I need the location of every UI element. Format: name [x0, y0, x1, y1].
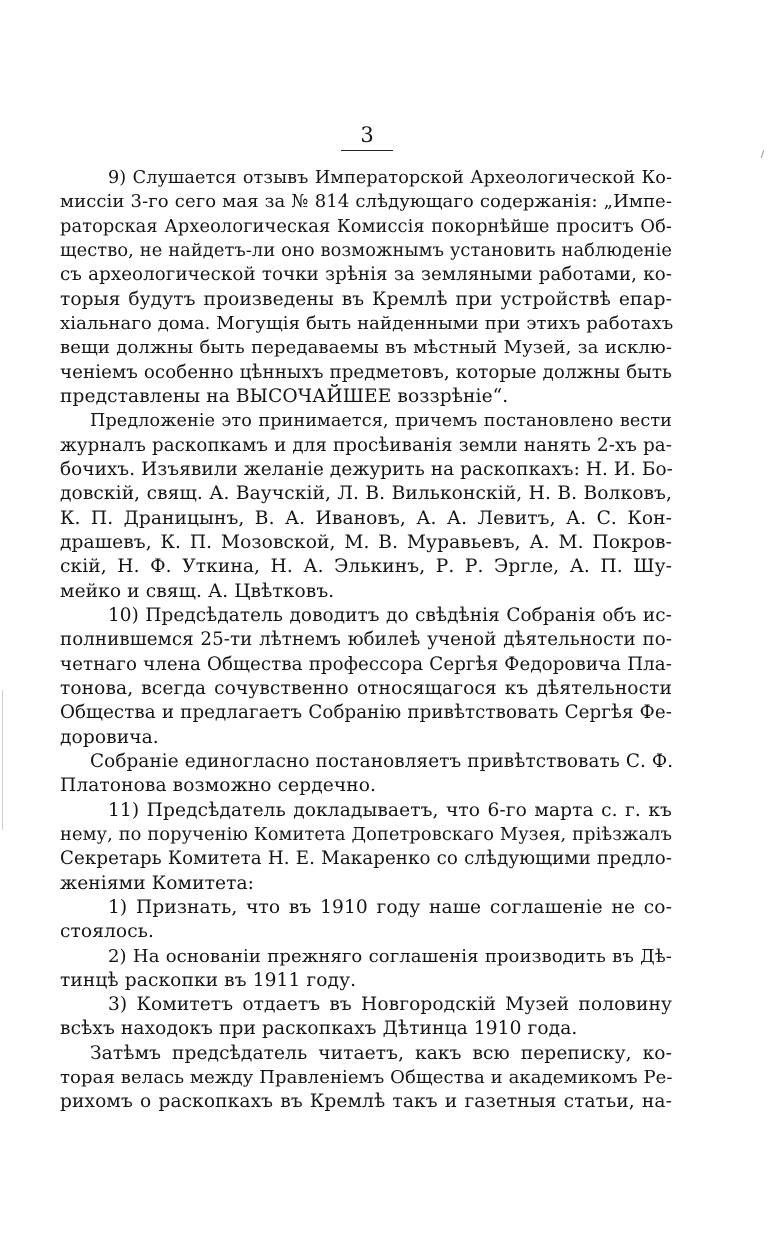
text-line: представлены на ВЫСОЧАЙШЕЕ воззрѣніе“. — [60, 385, 509, 407]
text-line: Собраніе единогласно постановляетъ привѣтствовать С. Ф. — [90, 750, 674, 772]
text-line: тинцѣ раскопки въ 1911 году. — [60, 969, 357, 991]
text-line: 1) Признать, что въ 1910 году наше соглашеніе не со- — [108, 896, 672, 918]
margin-mark — [761, 150, 764, 158]
text-line: Секретарь Комитета Н. Е. Макаренко со слѣдующими предло- — [60, 848, 672, 870]
document-body — [60, 166, 672, 1115]
text-line: бочихъ. Изъявили желаніе дежурить на раскопкахъ: Н. И. Бо- — [60, 458, 673, 480]
text-line: хіальнаго дома. Могущія быть найденными при этихъ работахъ — [60, 312, 674, 334]
text-line: стоялось. — [60, 921, 154, 943]
text-line: ченіемъ особенно цѣнныхъ предметовъ, которые должны быть — [60, 361, 672, 383]
text-line: 9) Слушается отзывъ Императорской Археологической Ко- — [108, 168, 672, 188]
text-line: тонова, всегда сочувственно относящагося къ дѣятельности — [60, 677, 672, 699]
text-line: всѣхъ находокъ при раскопкахъ Дѣтинца 1910 года. — [60, 1018, 578, 1040]
text-line: нему, по порученію Комитета Допетровскаго Музея, пріѣзжалъ — [60, 823, 672, 845]
text-line: торая велась между Правленіемъ Общества и академикомъ Ре- — [60, 1067, 673, 1089]
text-line: рихомъ о раскопкахъ въ Кремлѣ такъ и газетныя статьи, на- — [60, 1091, 672, 1113]
scan-edge-shadow — [2, 690, 3, 830]
text-line: 10) Предсѣдатель доводитъ до свѣдѣнія Собранія объ ис- — [108, 604, 672, 626]
text-line: Платонова возможно сердечно. — [60, 775, 377, 797]
text-line: драшевъ, К. П. Мозовской, М. В. Муравьевъ, А. М. Покров- — [60, 531, 672, 553]
text-line: К. П. Драницынъ, В. А. Ивановъ, А. А. Левитъ, А. С. Кон- — [60, 507, 672, 529]
text-line: женіями Комитета: — [60, 872, 255, 894]
text-line: 11) Предсѣдатель докладываетъ, что 6-го марта с. г. къ — [108, 799, 672, 821]
text-line: четнаго члена Общества профессора Сергѣя Федоровича Пла- — [60, 653, 672, 675]
text-line: журналъ раскопкамъ и для просѣиванія земли нанять 2-хъ ра- — [60, 434, 672, 456]
text-line: щество, не найдетъ-ли оно возможнымъ установить наблюденіе — [60, 239, 672, 261]
text-line: доровича. — [60, 726, 159, 748]
text-line: раторская Археологическая Комиссія покорнѣйше проситъ Об- — [60, 215, 672, 237]
text-line: съ археологической точки зрѣнія за земляными работами, ко- — [60, 264, 672, 286]
text-line: 2) На основаніи прежняго соглашенія производить въ Дѣ- — [108, 945, 672, 967]
text-line: Затѣмъ предсѣдатель читаетъ, какъ всю переписку, ко- — [90, 1042, 672, 1064]
text-line: скій, Н. Ф. Уткина, Н. А. Элькинъ, Р. Р. Эргле, А. П. Шу- — [60, 556, 672, 578]
page-number-rule — [341, 150, 393, 151]
text-line: Предложеніе это принимается, причемъ постановлено вести — [90, 411, 672, 432]
text-line: довскій, свящ. А. Ваучскій, Л. В. Вильконскій, Н. В. Волковъ, — [60, 483, 672, 505]
text-line: Общества и предлагаетъ Собранію привѣтствовать Сергѣя Фе- — [60, 702, 672, 724]
text-line: торыя будутъ произведены въ Кремлѣ при устройствѣ епар- — [60, 288, 672, 310]
text-line: вещи должны быть передаваемы въ мѣстный Музей, за исклю- — [60, 337, 672, 359]
text-line: миссіи 3-го сего мая за № 814 слѣдующаго содержанія: „Импе- — [60, 191, 672, 213]
page-number: 3 — [360, 123, 374, 147]
text-line: мейко и свящ. А. Цвѣтковъ. — [60, 580, 335, 602]
text-line: 3) Комитетъ отдаетъ въ Новгородскій Музей половину — [108, 994, 672, 1016]
text-line: полнившемся 25-ти лѣтнемъ юбилеѣ ученой дѣятельности по- — [60, 629, 672, 651]
